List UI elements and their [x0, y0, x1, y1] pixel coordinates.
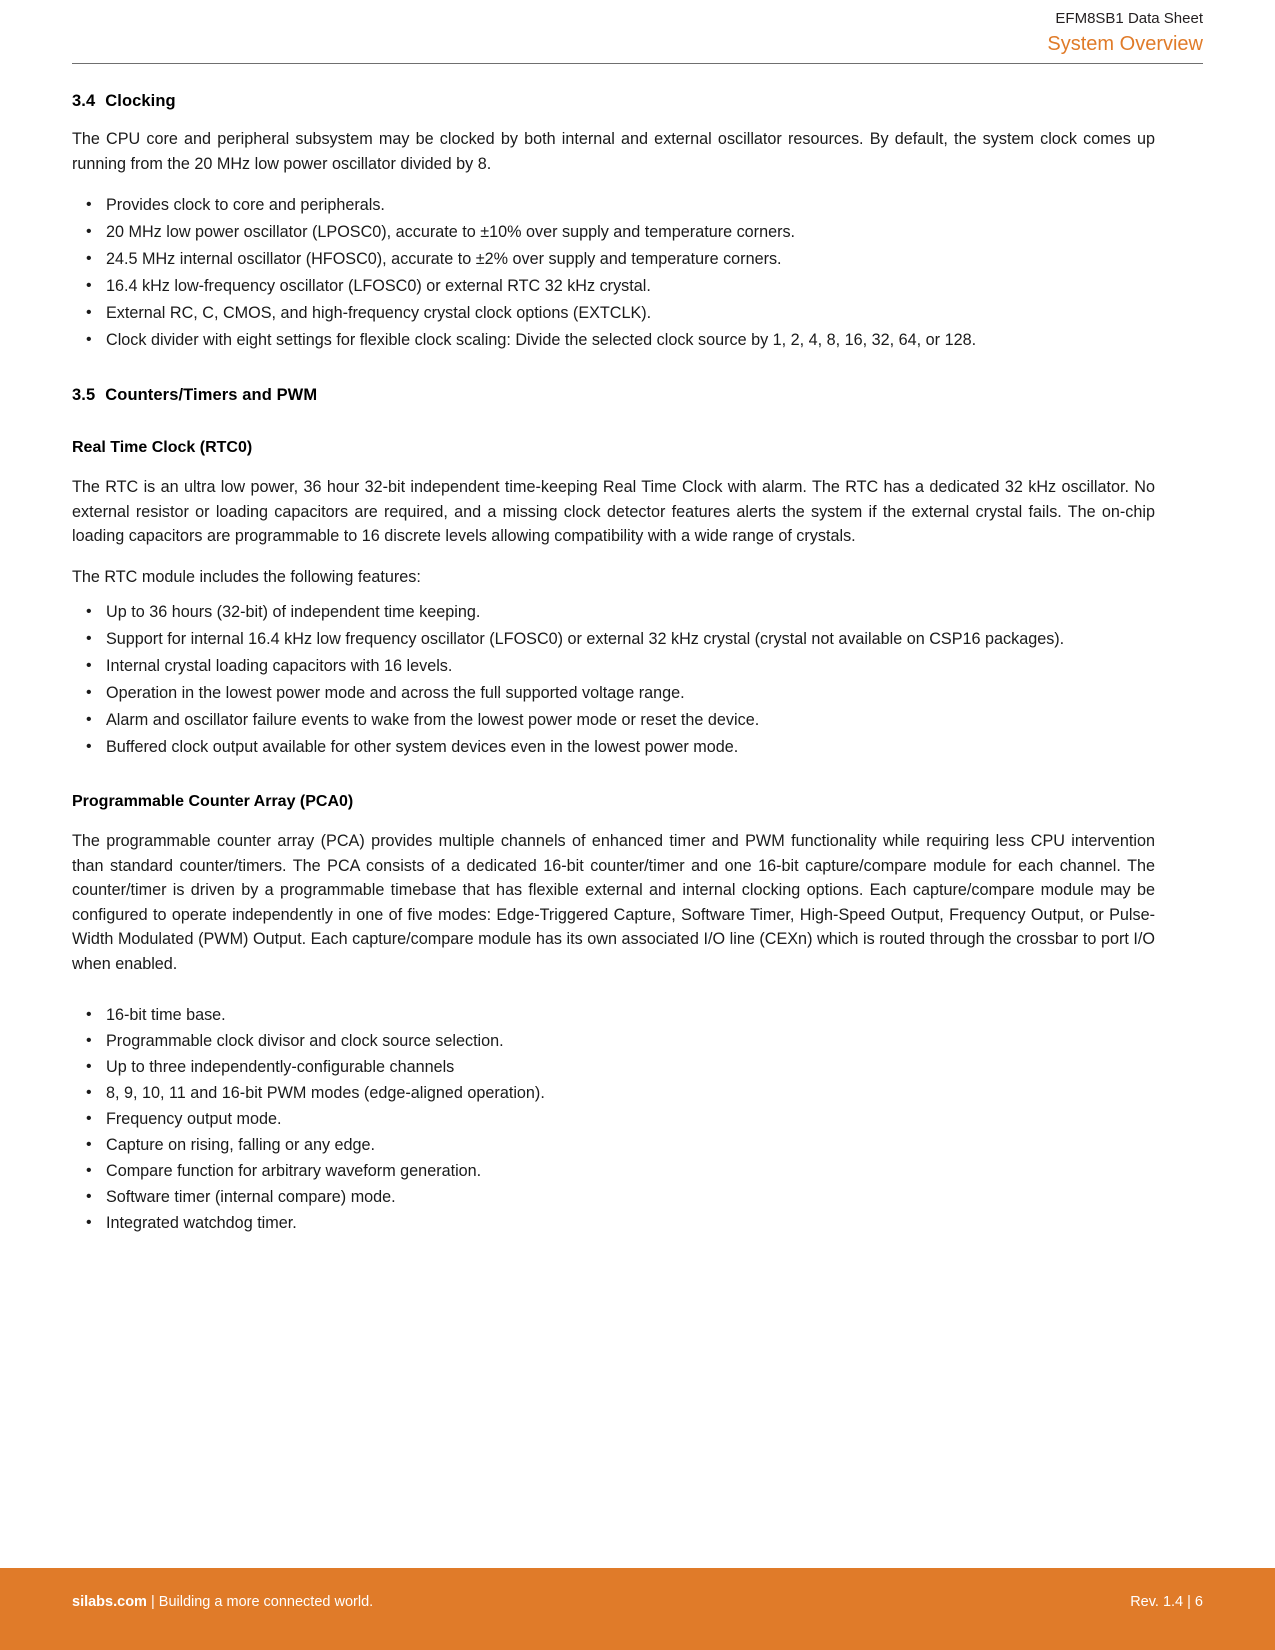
heading-3-4-title: Clocking — [105, 92, 176, 110]
list-item: • 16-bit time base. — [72, 1002, 1155, 1028]
list-item: • Up to 36 hours (32-bit) of independent time keeping. — [72, 599, 1155, 625]
list-item: • Software timer (internal compare) mode. — [72, 1184, 1155, 1210]
list-item: • External RC, C, CMOS, and high-frequency crystal clock options (EXTCLK). — [72, 300, 1155, 326]
page-header — [0, 0, 1275, 64]
list-item: • Internal crystal loading capacitors with 16 levels. — [72, 653, 1155, 679]
list-item: • 8, 9, 10, 11 and 16-bit PWM modes (edge-aligned operation). — [72, 1080, 1155, 1106]
heading-pca0: Programmable Counter Array (PCA0) — [72, 793, 354, 810]
footer-revision: Rev. 1.4 | 6 — [1130, 1594, 1203, 1610]
heading-3-5 — [72, 386, 1155, 405]
list-item: • Capture on rising, falling or any edge. — [72, 1132, 1155, 1158]
list-item: • Buffered clock output available for other system devices even in the lowest power mode. — [72, 734, 1155, 760]
footer-domain[interactable]: silabs.com — [72, 1594, 147, 1610]
list-item: • 24.5 MHz internal oscillator (HFOSC0), accurate to ±2% over supply and temperature corners. — [72, 246, 1155, 272]
list-item: • Support for internal 16.4 kHz low frequency oscillator (LFOSC0) or external 32 kHz crystal (crystal not available on CSP16 packages). — [72, 626, 1155, 652]
list-item: • Alarm and oscillator failure events to wake from the lowest power mode or reset the device. — [72, 707, 1155, 733]
list-rtc-features — [72, 599, 1155, 760]
list-pca-features — [72, 1002, 1155, 1236]
paragraph-rtc-features-intro: The RTC module includes the following features: — [72, 567, 421, 586]
list-item: • Programmable clock divisor and clock source selection. — [72, 1028, 1155, 1054]
footer-tagline: | Building a more connected world. — [146, 1594, 374, 1610]
heading-3-5-title: Counters/Timers and PWM — [105, 386, 318, 404]
page-footer — [0, 1568, 1275, 1650]
header-divider — [72, 63, 1203, 64]
document-title: EFM8SB1 Data Sheet — [1055, 10, 1203, 27]
list-item: • Provides clock to core and peripherals. — [72, 192, 1155, 218]
list-item: • Compare function for arbitrary waveform generation. — [72, 1158, 1155, 1184]
list-item: • 16.4 kHz low-frequency oscillator (LFOSC0) or external RTC 32 kHz crystal. — [72, 273, 1155, 299]
document-body — [72, 92, 1155, 1236]
list-item: • Operation in the lowest power mode and across the full supported voltage range. — [72, 680, 1155, 706]
list-item: • Frequency output mode. — [72, 1106, 1155, 1132]
header-text-block — [0, 8, 1275, 57]
heading-3-5-number: 3.5 — [72, 386, 96, 404]
paragraph-rtc-description: The RTC is an ultra low power, 36 hour 32-bit independent time-keeping Real Time Clock with alarm. The RTC has a dedicated 32 kHz oscillator. No external resistor or loading capacitors are required, and a missing clock detector features alerts the system if the external crystal fails. The on-chip loading capacitors are programmable to 16 discrete levels allowing compatibility with a wide range of crystals. — [72, 478, 1155, 545]
paragraph-clocking-intro: The CPU core and peripheral subsystem may be clocked by both internal and external oscillator resources. By default, the system clock comes up running from the 20 MHz low power oscillator divided by 8. — [72, 130, 1155, 173]
list-item: • Clock divider with eight settings for flexible clock scaling: Divide the selected clock source by 1, 2, 4, 8, 16, 32, 64, or 128. — [72, 327, 1155, 353]
paragraph-pca-description: The programmable counter array (PCA) provides multiple channels of enhanced timer and PWM functionality while requiring less CPU intervention than standard counter/timers. The PCA consists of a dedicated 16-bit counter/timer and one 16-bit capture/compare module for each channel. The counter/timer is driven by a programmable timebase that has flexible external and internal clocking options. Each capture/compare module may be configured to operate independently in one of five modes: Edge-Triggered Capture, Software Timer, High-Speed Output, Frequency Output, or Pulse-Width Modulated (PWM) Output. Each capture/compare module has its own associated I/O line (CEXn) which is routed through the crossbar to port I/O when enabled. — [72, 832, 1155, 973]
list-item: • Up to three independently-configurable channels — [72, 1054, 1155, 1080]
list-item: • Integrated watchdog timer. — [72, 1210, 1155, 1236]
footer-branding — [72, 1594, 373, 1610]
heading-3-4 — [72, 92, 1155, 111]
heading-3-4-number: 3.4 — [72, 92, 96, 110]
heading-rtc0: Real Time Clock (RTC0) — [72, 439, 253, 456]
chapter-title: System Overview — [1047, 33, 1203, 55]
list-item: • 20 MHz low power oscillator (LPOSC0), accurate to ±10% over supply and temperature corners. — [72, 219, 1155, 245]
list-clocking-features — [72, 192, 1155, 353]
